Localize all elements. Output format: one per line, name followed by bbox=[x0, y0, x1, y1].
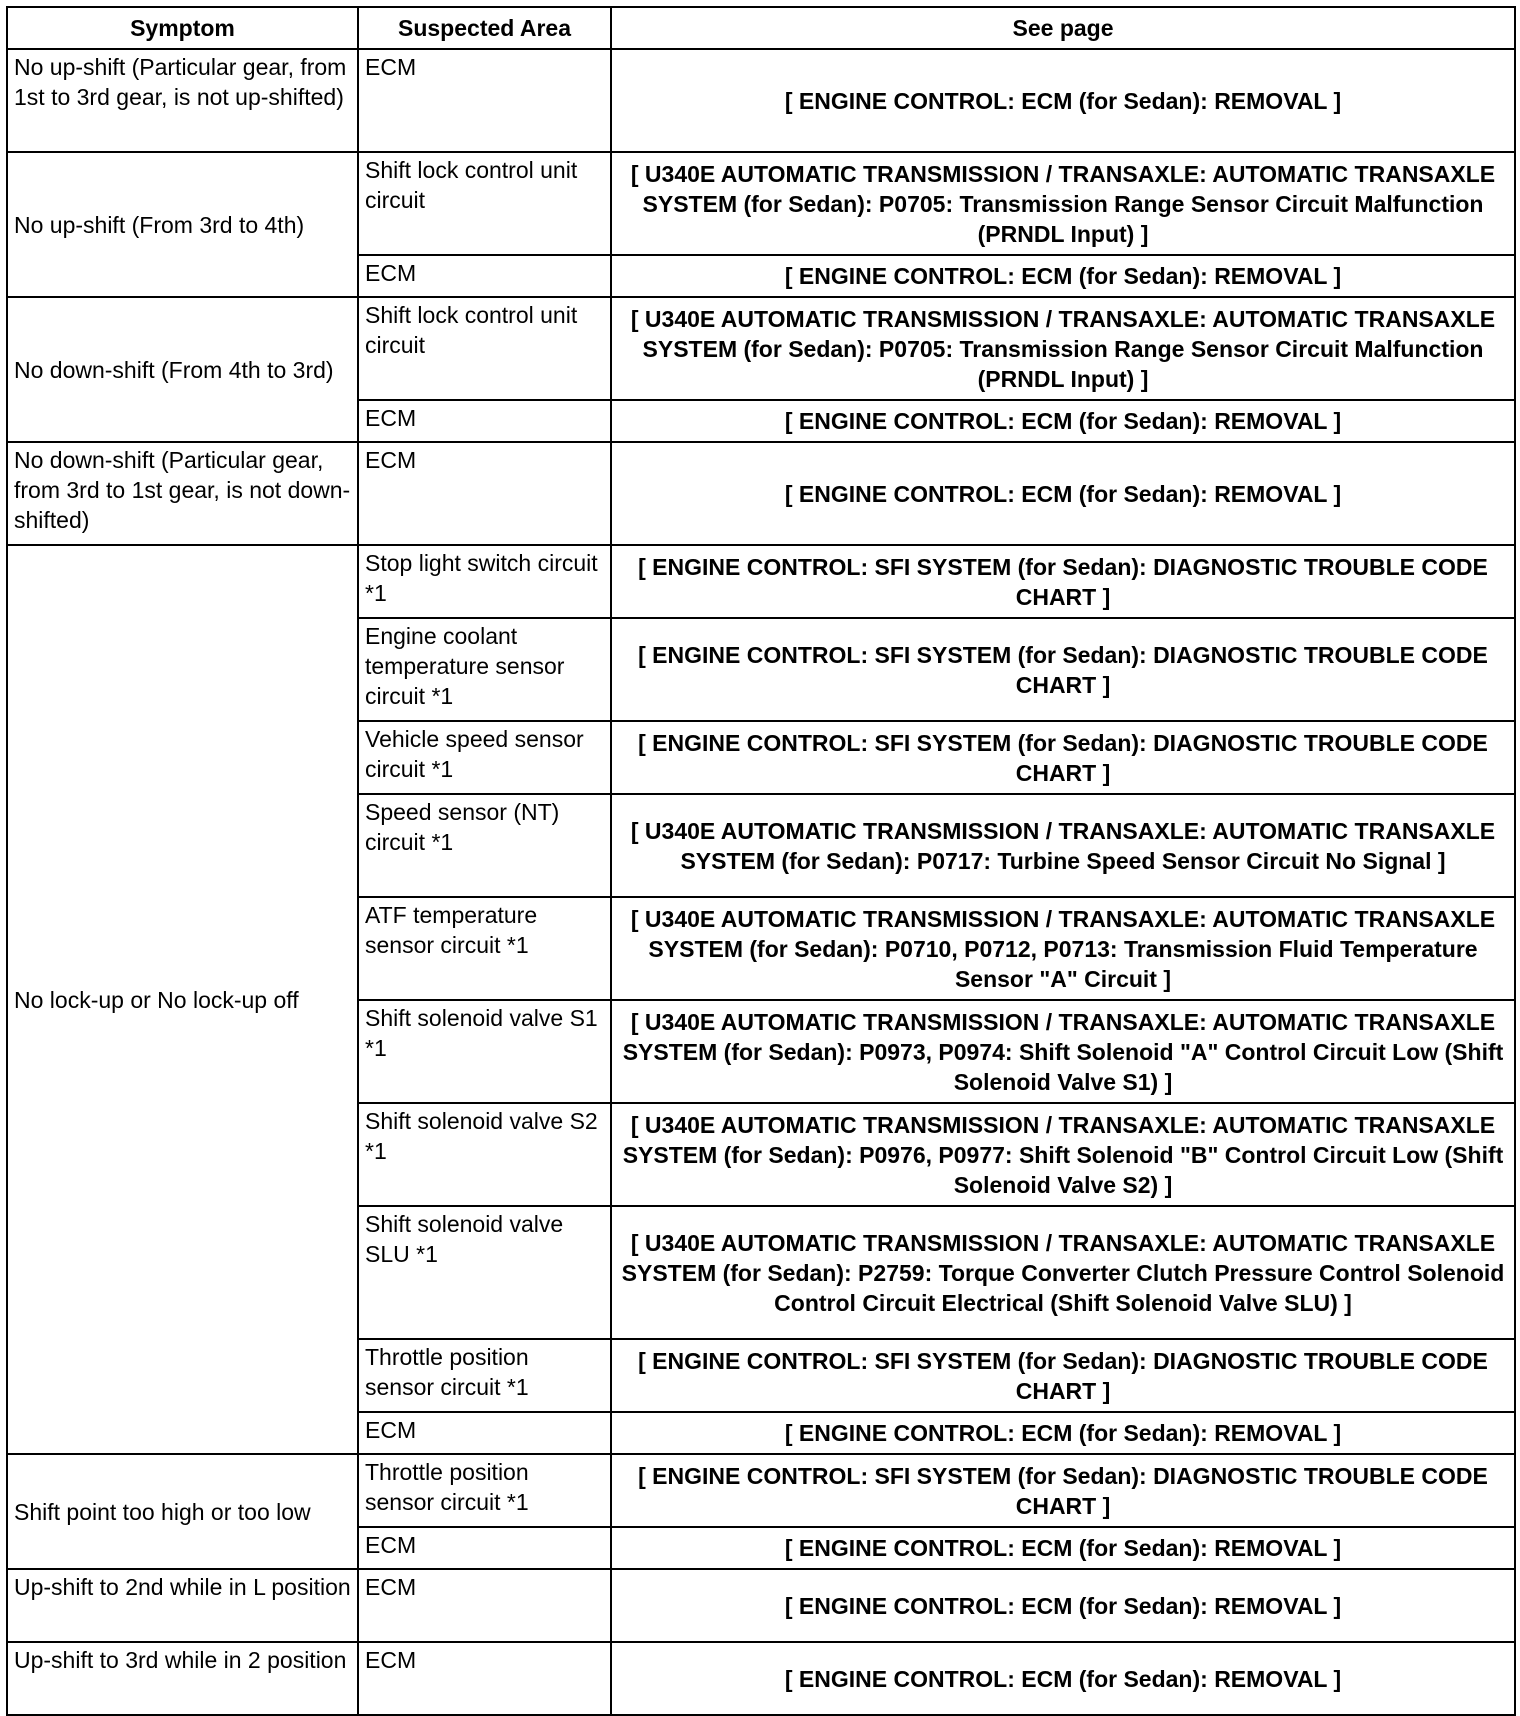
see-page-cell: [ ENGINE CONTROL: ECM (for Sedan): REMOVAL ] bbox=[611, 1412, 1515, 1454]
see-page-cell: [ ENGINE CONTROL: ECM (for Sedan): REMOVAL ] bbox=[611, 255, 1515, 297]
table-row bbox=[7, 49, 1515, 152]
table-row bbox=[7, 1454, 1515, 1527]
table-row bbox=[7, 442, 1515, 545]
symptom-cell: Up-shift to 2nd while in L position bbox=[7, 1569, 358, 1642]
see-page-cell: [ U340E AUTOMATIC TRANSMISSION / TRANSAXLE: AUTOMATIC TRANSAXLE SYSTEM (for Sedan): P0717: Turbine Speed Sensor Circuit No Signal ] bbox=[611, 794, 1515, 897]
suspected-area-cell: Vehicle speed sensor circuit *1 bbox=[358, 721, 611, 794]
table-row bbox=[7, 1569, 1515, 1642]
suspected-area-cell: ECM bbox=[358, 255, 611, 297]
see-page-cell: [ U340E AUTOMATIC TRANSMISSION / TRANSAXLE: AUTOMATIC TRANSAXLE SYSTEM (for Sedan): P0976, P0977: Shift Solenoid "B" Control Circuit Low (Shift Solenoid Valve S2) ] bbox=[611, 1103, 1515, 1206]
header-suspected-area: Suspected Area bbox=[358, 7, 611, 49]
suspected-area-cell: Shift solenoid valve SLU *1 bbox=[358, 1206, 611, 1339]
table-row bbox=[7, 1642, 1515, 1715]
suspected-area-cell: ECM bbox=[358, 1569, 611, 1642]
see-page-cell: [ ENGINE CONTROL: SFI SYSTEM (for Sedan): DIAGNOSTIC TROUBLE CODE CHART ] bbox=[611, 721, 1515, 794]
suspected-area-cell: ECM bbox=[358, 400, 611, 442]
see-page-cell: [ ENGINE CONTROL: SFI SYSTEM (for Sedan): DIAGNOSTIC TROUBLE CODE CHART ] bbox=[611, 545, 1515, 618]
see-page-cell: [ ENGINE CONTROL: ECM (for Sedan): REMOVAL ] bbox=[611, 1527, 1515, 1569]
table-row bbox=[7, 297, 1515, 400]
symptom-cell: No up-shift (From 3rd to 4th) bbox=[7, 152, 358, 297]
suspected-area-cell: ECM bbox=[358, 1412, 611, 1454]
suspected-area-cell: Stop light switch circuit *1 bbox=[358, 545, 611, 618]
suspected-area-cell: Shift lock control unit circuit bbox=[358, 297, 611, 400]
suspected-area-cell: Shift lock control unit circuit bbox=[358, 152, 611, 255]
suspected-area-cell: Shift solenoid valve S1 *1 bbox=[358, 1000, 611, 1103]
table-row bbox=[7, 152, 1515, 255]
symptom-cell: Up-shift to 3rd while in 2 position bbox=[7, 1642, 358, 1715]
see-page-cell: [ U340E AUTOMATIC TRANSMISSION / TRANSAXLE: AUTOMATIC TRANSAXLE SYSTEM (for Sedan): P2759: Torque Converter Clutch Pressure Control Solenoid Control Circuit Electrical (Shift Solenoid Valve SLU) ] bbox=[611, 1206, 1515, 1339]
see-page-cell: [ U340E AUTOMATIC TRANSMISSION / TRANSAXLE: AUTOMATIC TRANSAXLE SYSTEM (for Sedan): P0710, P0712, P0713: Transmission Fluid Temperature Sensor "A" Circuit ] bbox=[611, 897, 1515, 1000]
see-page-cell: [ ENGINE CONTROL: SFI SYSTEM (for Sedan): DIAGNOSTIC TROUBLE CODE CHART ] bbox=[611, 618, 1515, 721]
header-row bbox=[7, 7, 1515, 49]
suspected-area-cell: ECM bbox=[358, 49, 611, 152]
see-page-cell: [ ENGINE CONTROL: ECM (for Sedan): REMOVAL ] bbox=[611, 400, 1515, 442]
suspected-area-cell: ECM bbox=[358, 1642, 611, 1715]
see-page-cell: [ ENGINE CONTROL: ECM (for Sedan): REMOVAL ] bbox=[611, 442, 1515, 545]
suspected-area-cell: ECM bbox=[358, 442, 611, 545]
suspected-area-cell: Throttle position sensor circuit *1 bbox=[358, 1339, 611, 1412]
see-page-cell: [ U340E AUTOMATIC TRANSMISSION / TRANSAXLE: AUTOMATIC TRANSAXLE SYSTEM (for Sedan): P0973, P0974: Shift Solenoid "A" Control Circuit Low (Shift Solenoid Valve S1) ] bbox=[611, 1000, 1515, 1103]
symptom-cell: No down-shift (Particular gear, from 3rd to 1st gear, is not down-shifted) bbox=[7, 442, 358, 545]
suspected-area-cell: Engine coolant temperature sensor circuit *1 bbox=[358, 618, 611, 721]
header-see-page: See page bbox=[611, 7, 1515, 49]
suspected-area-cell: Throttle position sensor circuit *1 bbox=[358, 1454, 611, 1527]
symptom-cell: Shift point too high or too low bbox=[7, 1454, 358, 1569]
see-page-cell: [ ENGINE CONTROL: SFI SYSTEM (for Sedan): DIAGNOSTIC TROUBLE CODE CHART ] bbox=[611, 1454, 1515, 1527]
see-page-cell: [ ENGINE CONTROL: SFI SYSTEM (for Sedan): DIAGNOSTIC TROUBLE CODE CHART ] bbox=[611, 1339, 1515, 1412]
see-page-cell: [ U340E AUTOMATIC TRANSMISSION / TRANSAXLE: AUTOMATIC TRANSAXLE SYSTEM (for Sedan): P0705: Transmission Range Sensor Circuit Malfunction (PRNDL Input) ] bbox=[611, 152, 1515, 255]
table-row bbox=[7, 545, 1515, 618]
suspected-area-cell: Shift solenoid valve S2 *1 bbox=[358, 1103, 611, 1206]
see-page-cell: [ U340E AUTOMATIC TRANSMISSION / TRANSAXLE: AUTOMATIC TRANSAXLE SYSTEM (for Sedan): P0705: Transmission Range Sensor Circuit Malfunction (PRNDL Input) ] bbox=[611, 297, 1515, 400]
see-page-cell: [ ENGINE CONTROL: ECM (for Sedan): REMOVAL ] bbox=[611, 1642, 1515, 1715]
suspected-area-cell: Speed sensor (NT) circuit *1 bbox=[358, 794, 611, 897]
symptom-cell: No down-shift (From 4th to 3rd) bbox=[7, 297, 358, 442]
suspected-area-cell: ATF temperature sensor circuit *1 bbox=[358, 897, 611, 1000]
symptom-table bbox=[6, 6, 1516, 1716]
see-page-cell: [ ENGINE CONTROL: ECM (for Sedan): REMOVAL ] bbox=[611, 1569, 1515, 1642]
symptom-cell: No lock-up or No lock-up off bbox=[7, 545, 358, 1454]
suspected-area-cell: ECM bbox=[358, 1527, 611, 1569]
see-page-cell: [ ENGINE CONTROL: ECM (for Sedan): REMOVAL ] bbox=[611, 49, 1515, 152]
header-symptom: Symptom bbox=[7, 7, 358, 49]
symptom-cell: No up-shift (Particular gear, from 1st to 3rd gear, is not up-shifted) bbox=[7, 49, 358, 152]
